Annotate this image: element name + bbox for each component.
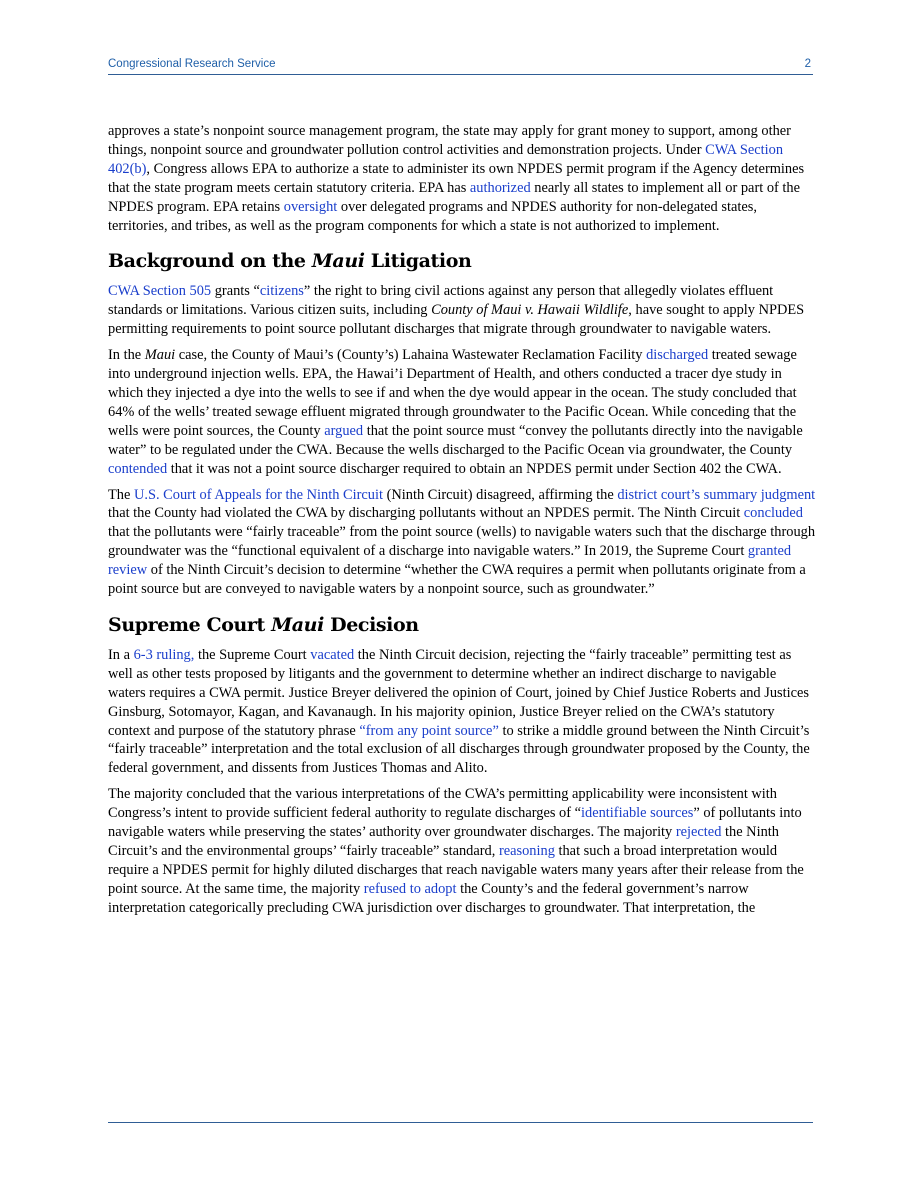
text-run: that the point source must “convey the pollutants directly into the navigable water” to be regulated under the CWA. Because the wells discharged to the Pacific Ocean via groundwater, the County: [108, 422, 803, 458]
heading-emphasis: Maui: [271, 613, 324, 636]
text-run: ” the right to bring civil actions against any person that allegedly violates effluent standards or limitations. Various citizen suits, including: [108, 283, 774, 319]
text-run: In a: [108, 646, 134, 663]
text-run: to strike a middle ground between the Ninth Circuit’s “fairly traceable” interpretation and the total exclusion of all discharges through groundwater proposed by the County, the federal government, and dissents from Justices Thomas and Alito.: [108, 722, 810, 777]
link-granted-review[interactable]: granted review: [108, 543, 792, 579]
link-cwa-section-505[interactable]: CWA Section 505: [108, 283, 212, 300]
link-authorized[interactable]: authorized: [469, 179, 531, 196]
text-run: of the Ninth Circuit’s decision to determine “whether the CWA requires a permit when pollutants originate from a point source but are conveyed to navigable waters by a nonpoint source, such as groundwater.”: [108, 562, 806, 598]
link-from-any-point-source[interactable]: “from any point source”: [359, 722, 499, 739]
text-run: , Congress allows EPA to authorize a state to administer its own NPDES permit program if the Agency determines that the state program meets certain statutory criteria. EPA has: [108, 160, 805, 196]
text-run: case, the County of Maui’s (County’s) Lahaina Wastewater Reclamation Facility: [175, 347, 647, 364]
text-run: nearly all states to implement all or part of the NPDES program. EPA retains: [108, 179, 800, 215]
paragraph-maui-case: [108, 346, 816, 478]
paragraph-6-3-ruling: [108, 646, 816, 778]
link-cwa-section-402b[interactable]: CWA Section 402(b): [108, 141, 784, 177]
text-run: grants “: [211, 283, 260, 300]
case-name: Maui: [144, 347, 176, 364]
text-run: treated sewage into underground injection wells. EPA, the Hawai’i Department of Health, and others conducted a tracer dye study in which they injected a dye into the wells to see if and when the dye would appear in the ocean. The study concluded that 64% of the wells’ treated sewage effluent migrated through groundwater to the Pacific Ocean. While conceding that the wells were point sources, the County: [108, 347, 797, 439]
link-6-3-ruling[interactable]: 6-3 ruling,: [133, 646, 195, 663]
link-argued[interactable]: argued: [324, 422, 364, 439]
text-run: the Ninth Circuit decision, rejecting the “fairly traceable” permitting test as well as other tests proposed by litigants and the government to determine whether an indirect discharge to navigable waters requires a CWA permit. Justice Breyer delivered the opinion of Court, joined by Chief Justice Roberts and Justices Ginsburg, Sotomayor, Kagan, and Kavanaugh. In his majority opinion, Justice Breyer relied on the CWA’s statutory context and purpose of the statutory phrase: [108, 646, 809, 739]
paragraph-majority-conclusion: [108, 785, 816, 917]
heading-text: Litigation: [364, 250, 472, 273]
text-run: that the County had violated the CWA by discharging pollutants without an NPDES permit. The Ninth Circuit: [108, 505, 744, 522]
heading-text: Decision: [323, 613, 419, 636]
heading-text: Background on the: [108, 250, 312, 273]
document-body: [108, 122, 816, 925]
text-run: , have sought to apply NPDES permitting requirements to point source pollutant discharges that migrate through groundwater to navigable waters.: [108, 302, 805, 338]
text-run: ” of pollutants into navigable waters while preserving the states’ authority over groundwater discharges. The majority: [108, 805, 802, 841]
link-discharged[interactable]: discharged: [646, 347, 709, 364]
page-number: 2: [804, 58, 811, 70]
link-identifiable-sources[interactable]: identifiable sources: [581, 805, 694, 822]
link-ninth-circuit[interactable]: U.S. Court of Appeals for the Ninth Circuit: [133, 486, 383, 503]
paragraph-citizen-suits: [108, 282, 816, 339]
link-contended[interactable]: contended: [108, 460, 168, 477]
text-run: In the: [108, 347, 145, 364]
section-heading-decision: [108, 613, 816, 637]
heading-text: Supreme Court: [108, 613, 272, 636]
text-run: that it was not a point source discharger required to obtain an NPDES permit under Section 402 the CWA.: [167, 460, 782, 477]
text-run: over delegated programs and NPDES authority for non-delegated states, territories, and tribes, as well as the program components for which a state is not authorized to implement.: [108, 198, 757, 234]
link-rejected[interactable]: rejected: [675, 824, 722, 841]
text-run: the Ninth Circuit’s and the environmental groups’ “fairly traceable” standard,: [108, 824, 779, 859]
publisher-name: Congressional Research Service: [108, 58, 276, 70]
text-run: the Supreme Court: [194, 646, 311, 663]
section-heading-background: [108, 249, 816, 273]
text-run: The: [108, 486, 134, 503]
link-oversight[interactable]: oversight: [283, 198, 338, 215]
text-run: (Ninth Circuit) disagreed, affirming the: [383, 486, 618, 503]
link-concluded[interactable]: concluded: [743, 505, 803, 522]
case-name: County of Maui v. Hawaii Wildlife: [431, 302, 629, 319]
paragraph-nonpoint-program: [108, 122, 816, 235]
footer-rule: [108, 1122, 813, 1123]
text-run: the County’s and the federal government’s narrow interpretation categorically precluding CWA jurisdiction over discharges to groundwater. That interpretation, the: [108, 880, 756, 916]
link-reasoning[interactable]: reasoning: [498, 843, 555, 859]
page-header: [108, 56, 813, 75]
text-run: that the pollutants were “fairly traceable” from the point source (wells) to navigable waters such that the discharge through groundwater was the “functional equivalent of a discharge into navigable waters.” In 2019, the Supreme Court: [108, 524, 816, 560]
text-run: The majority concluded that the various interpretations of the CWA’s permitting applicability were inconsistent with Congress’s intent to provide sufficient federal authority to regulate discharges of “: [108, 786, 778, 822]
link-citizens[interactable]: citizens: [259, 283, 304, 300]
link-district-court-summary-judgment[interactable]: district court’s summary judgment: [617, 486, 816, 503]
text-run: that such a broad interpretation would require a NPDES permit for highly diluted discharges that reach navigable waters many years after their release from the point source. At the same time, the majority: [108, 843, 804, 897]
heading-emphasis: Maui: [311, 250, 365, 273]
link-vacated[interactable]: vacated: [310, 646, 355, 663]
text-run: approves a state’s nonpoint source management program, the state may apply for grant money to support, among other things, nonpoint source and groundwater pollution control activities and demonstration projects. Under: [108, 123, 791, 158]
link-refused-to-adopt[interactable]: refused to adopt: [363, 880, 457, 897]
paragraph-ninth-circuit: [108, 486, 816, 599]
